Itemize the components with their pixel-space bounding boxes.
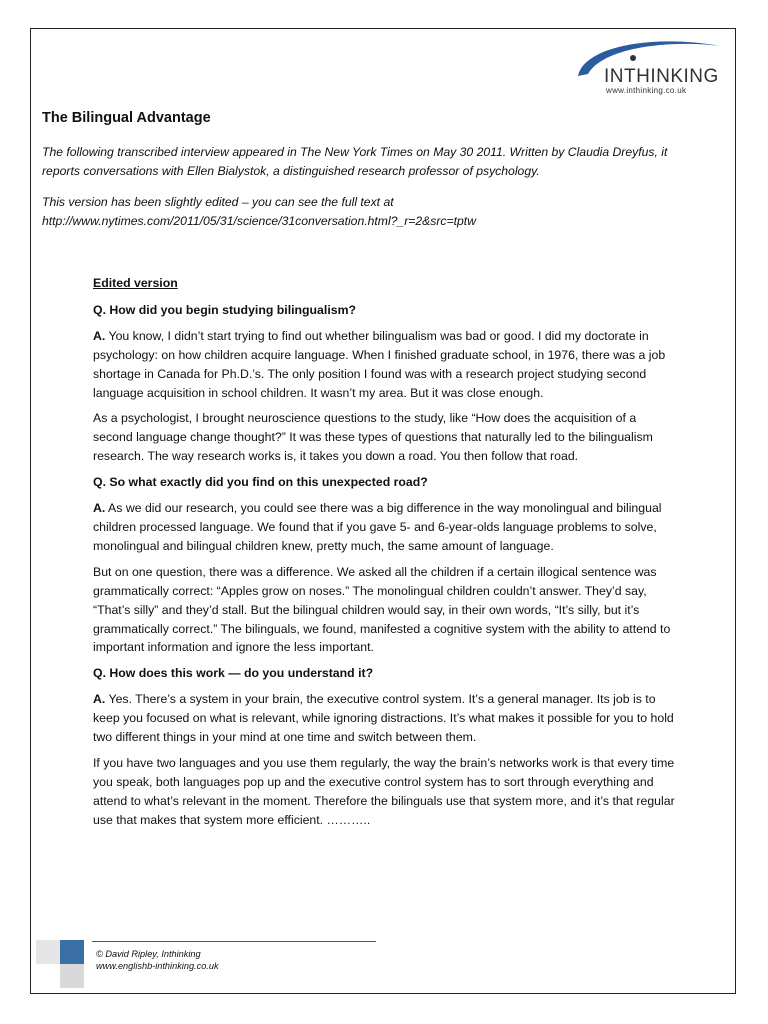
intro-paragraph: The following transcribed interview appeared in The New York Times on May 30 2011. Written by Claudia Dreyfus, it reports conversations with Ellen Bialystok, a distinguished research professor of psychology. bbox=[42, 145, 668, 178]
logo-wordmark: INTHINKING bbox=[604, 66, 719, 87]
footer-square-light bbox=[60, 964, 84, 988]
footer-square-dark bbox=[60, 940, 84, 964]
footer-square-light bbox=[36, 940, 60, 964]
answer-text: Yes. There’s a system in your brain, the executive control system. It’s a general manager. Its job is to keep you focused on what is relevant, while ignoring distractions. It’s what makes it possible for you to hold two different things in your mind at one time and switch between them. bbox=[93, 692, 674, 745]
answer-2-paragraph bbox=[93, 499, 678, 556]
edited-heading: Edited version bbox=[93, 276, 178, 290]
answer-text: You know, I didn’t start trying to find out whether bilingualism was bad or good. I did my doctorate in psychology: on how children acquire language. When I finished graduate school, in 1976, there was a job shortage in Canada for Ph.D.’s. The only position I found was with a research project studying second language acquisition in school children. It wasn’t my area. But it was close enough. bbox=[93, 328, 666, 400]
answer-3-paragraph bbox=[93, 690, 678, 747]
answer-label: A. bbox=[93, 692, 106, 707]
logo-url: www.inthinking.co.uk bbox=[606, 86, 687, 95]
answer-text: As we did our research, you could see there was a big difference in the way monolingual and bilingual children processed language. We found that if you gave 5- and 6-year-olds language problems to solve, monolingual and bilingual children knew, pretty much, the same amount of language. bbox=[93, 501, 662, 553]
answer-label: A. bbox=[93, 328, 106, 343]
footer-url: www.englishb-inthinking.co.uk bbox=[96, 961, 219, 971]
footer-copyright: © David Ripley, Inthinking bbox=[96, 949, 201, 959]
answer-label: A. bbox=[93, 501, 106, 516]
question-1: Q. How did you begin studying bilingualism? bbox=[93, 302, 357, 317]
answer-1-paragraph-2: As a psychologist, I brought neuroscience questions to the study, like “How does the acquisition of a second language change thought?” It was these types of questions that naturally led to the bilingualism research. The way research works is, it takes you down a road. You then follow that road. bbox=[93, 411, 653, 464]
interview-body bbox=[93, 274, 678, 837]
question-3: Q. How does this work — do you understand it? bbox=[93, 666, 374, 681]
answer-3-paragraph-2: If you have two languages and you use them regularly, the way the brain’s networks work is that every time you speak, both languages pop up and the executive control system has to sort through everything and attend to what’s relevant in the moment. Therefore the bilinguals use that system more, and it’s that regular use that makes that system more efficient. ……….. bbox=[93, 755, 675, 827]
question-2: Q. So what exactly did you find on this unexpected road? bbox=[93, 475, 428, 490]
page-title: The Bilingual Advantage bbox=[42, 110, 211, 126]
footer-rule bbox=[92, 941, 376, 942]
answer-1-paragraph bbox=[93, 327, 678, 403]
answer-2-paragraph-2: But on one question, there was a difference. We asked all the children if a certain illogical sentence was grammatically correct: “Apples grow on noses.” The monolingual children couldn’t answer. They’d say, “That’s silly” and they’d stall. But the bilingual children would say, in their own words, “It’s silly, but it’s grammatically correct.” The bilinguals, we found, manifested a cognitive system with the ability to attend to important information and ignore the less important. bbox=[93, 564, 671, 655]
footer-text bbox=[96, 948, 219, 972]
source-note: This version has been slightly edited – you can see the full text at http://www.nytimes.com/2011/05/31/science/31conversation.html?_r=2&src=tptw bbox=[42, 195, 476, 228]
